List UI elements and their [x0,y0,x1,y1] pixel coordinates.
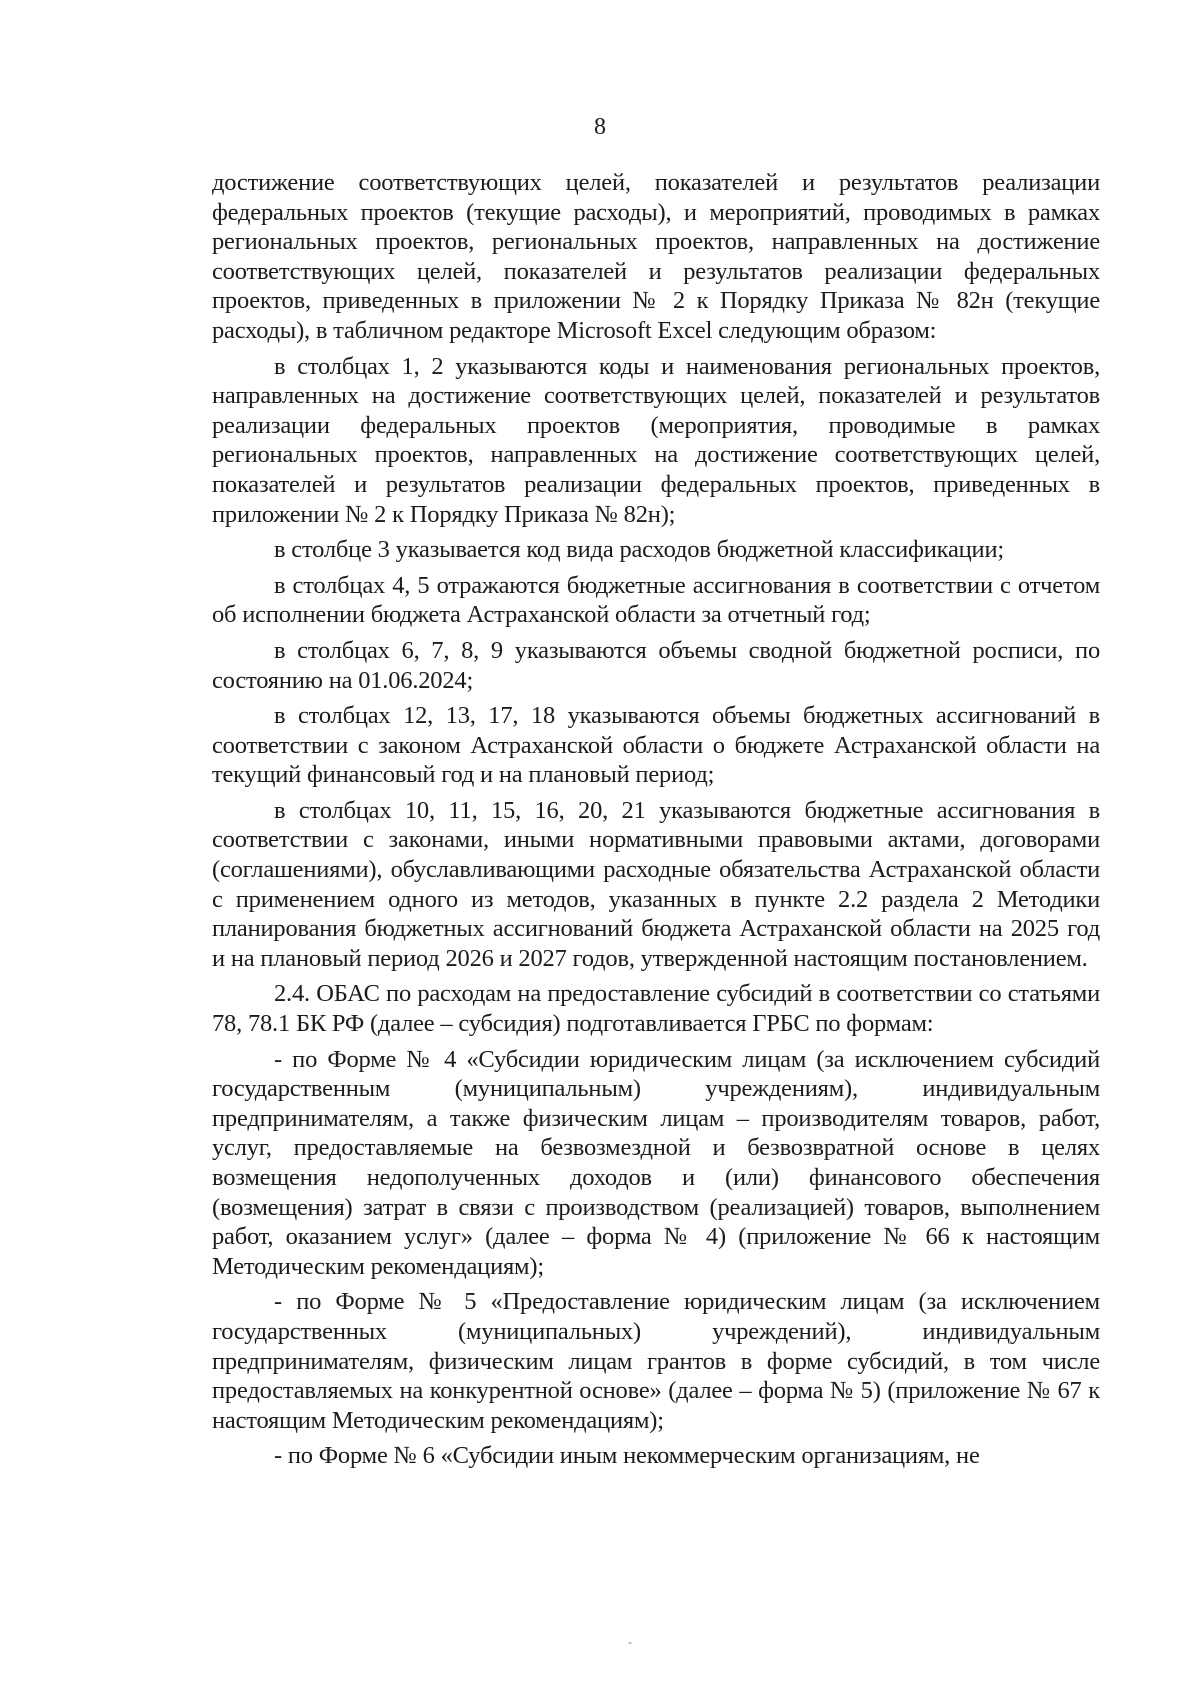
paragraph-columns-1-2: в столбцах 1, 2 указываются коды и наименования региональных проектов, направленных на достижение соответствующих целей, показателей и результатов реализации федеральных проектов (мероприятия, проводимые в рамках региональных проектов, направленных на достижение соответствующих целей, показателей и результатов реализации федеральных проектов, приведенных в приложении № 2 к Порядку Приказа № 82н); [212,352,1100,528]
paragraph-continuation: достижение соответствующих целей, показателей и результатов реализации федеральных проектов (текущие расходы), и мероприятий, проводимых в рамках региональных проектов, региональных проектов, направленных на достижение соответствующих целей, показателей и результатов реализации федеральных проектов, приведенных в приложении № 2 к Порядку Приказа № 82н (текущие расходы), в табличном редакторе Microsoft Excel следующим образом: [212,169,1100,344]
list-item-form-5: - по Форме № 5 «Предоставление юридическим лицам (за исключением государственных (муниципальных) учреждений), индивидуальным предпринимателям, физическим лицам грантов в форме субсидий, в том числе предоставляемых на конкурентной основе» (далее – форма № 5) (приложение № 67 к настоящим Методическим рекомендациям); [212,1288,1100,1434]
paragraph-section-2-4: 2.4. ОБАС по расходам на предоставление субсидий в соответствии со статьями 78, 78.1 БК РФ (далее – субсидия) подготавливается ГРБС по формам: [212,980,1100,1038]
paragraph-columns-10-21: в столбцах 10, 11, 15, 16, 20, 21 указываются бюджетные ассигнования в соответствии с законами, иными нормативными правовыми актами, договорами (соглашениями), обуславливающими расходные обязательства Астраханской области с применением одного из методов, указанных в пункте 2.2 раздела 2 Методики планирования бюджетных ассигнований бюджета Астраханской области на 2025 год и на плановый период 2026 и 2027 годов, утвержденной настоящим постановлением. [212,796,1100,972]
page-number: 8 [594,114,606,140]
paragraph-columns-12-18: в столбцах 12, 13, 17, 18 указываются объемы бюджетных ассигнований в соответствии с законом Астраханской области о бюджете Астраханской области на текущий финансовый год и на плановый период; [212,702,1100,789]
paragraph-column-3: в столбце 3 указывается код вида расходов бюджетной классификации; [274,536,1004,564]
list-item-form-4: - по Форме № 4 «Субсидии юридическим лицам (за исключением субсидий государственным (муниципальным) учреждениям), индивидуальным предпринимателям, а также физическим лицам – производителям товаров, работ, услуг, предоставляемые на безвозмездной и безвозвратной основе в целях возмещения недополученных доходов и (или) финансового обеспечения (возмещения) затрат в связи с производством (реализацией) товаров, выполнением работ, оказанием услуг» (далее – форма № 4) (приложение № 66 к настоящим Методическим рекомендациям); [212,1045,1100,1280]
footer-mark: - [628,1635,632,1649]
document-body [212,168,1100,1477]
paragraph-columns-6-9: в столбцах 6, 7, 8, 9 указываются объемы сводной бюджетной росписи, по состоянию на 01.06.2024; [212,636,1100,694]
paragraph-columns-4-5: в столбцах 4, 5 отражаются бюджетные ассигнования в соответствии с отчетом об исполнении бюджета Астраханской области за отчетный год; [212,571,1100,629]
list-item-form-6: - по Форме № 6 «Субсидии иным некоммерческим организациям, не [274,1442,980,1470]
